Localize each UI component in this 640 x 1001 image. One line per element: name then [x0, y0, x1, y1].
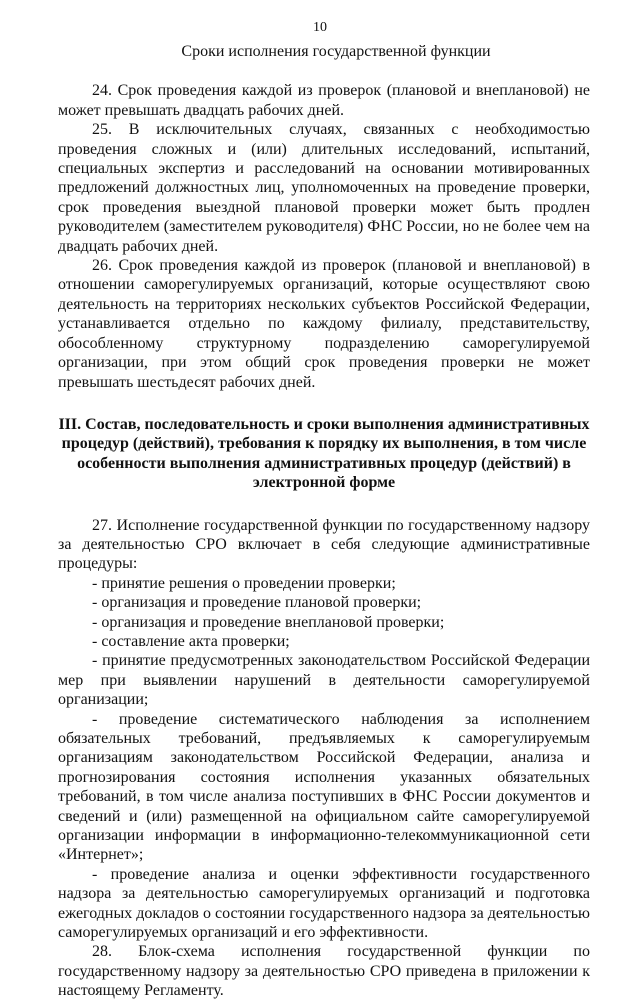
paragraph-24: 24. Срок проведения каждой из проверок (плановой и внеплановой) не может превышать двадцать рабочих дней. [58, 82, 590, 119]
paragraph-26: 26. Срок проведения каждой из проверок (плановой и внеплановой) в отношении саморегулируемых организаций, которые осуществляют свою деятельность на территориях нескольких субъектов Российской Федерации, устанавливается отдельно по каждому филиалу, представительству, обособленному структурному подразделению саморегулируемой организации, при этом общий срок проведения проверки не может превышать шестьдесят рабочих дней. [58, 257, 590, 391]
list-item: - проведение систематического наблюдения за исполнением обязательных требований, предъявляемых к саморегулируемым организациям законодательством Российской Федерации, анализа и прогнозирования состояния исполнения указанных обязательных требований, в том числе анализа поступивших в ФНС России документов и сведений и (или) размещенной на официальном сайте саморегулируемой организации информации в информационно-телекоммуникационной сети «Интернет»; [58, 710, 590, 864]
list-item: - составление акта проверки; [92, 632, 290, 650]
list-item: - организация и проведение внеплановой проверки; [92, 613, 445, 631]
section-title: III. Состав, последовательность и сроки выполнения административных процедур (действий), требования к порядку их выполнения, в том числе особенности выполнения административных процедур (действий) в электронной форме [58, 415, 590, 492]
paragraph-25: 25. В исключительных случаях, связанных с необходимостью проведения сложных и (или) длительных исследований, испытаний, специальных экспертиз и расследований на основании мотивированных предложений должностных лиц, уполномоченных на проведение проверки, срок проведения выездной плановой проверки может быть продлен руководителем (заместителем руководителя) ФНС России, но не более чем на двадцать рабочих дней. [58, 121, 590, 255]
list-item: - организация и проведение плановой проверки; [92, 594, 422, 612]
page-number: 10 [313, 20, 327, 35]
list-item: - принятие решения о проведении проверки; [92, 574, 396, 592]
paragraph-27: 27. Исполнение государственной функции по государственному надзору за деятельностью СРО включает в себя следующие административные процедуры: [58, 516, 590, 573]
list-item: - принятие предусмотренных законодательством Российской Федерации мер при выявлении нарушений в деятельности саморегулируемой организации; [58, 652, 590, 709]
document-body [58, 42, 590, 1001]
paragraph-28: 28. Блок-схема исполнения государственной функции по государственному надзору за деятельностью СРО приведена в приложении к настоящему Регламенту. [58, 943, 590, 1000]
section-subheading: Сроки исполнения государственной функции [181, 43, 491, 60]
list-item: - проведение анализа и оценки эффективности государственного надзора за деятельностью саморегулируемых организаций и подготовка ежегодных докладов о состоянии государственного надзора за деятельностью саморегулируемых организаций и его эффективности. [58, 865, 590, 942]
